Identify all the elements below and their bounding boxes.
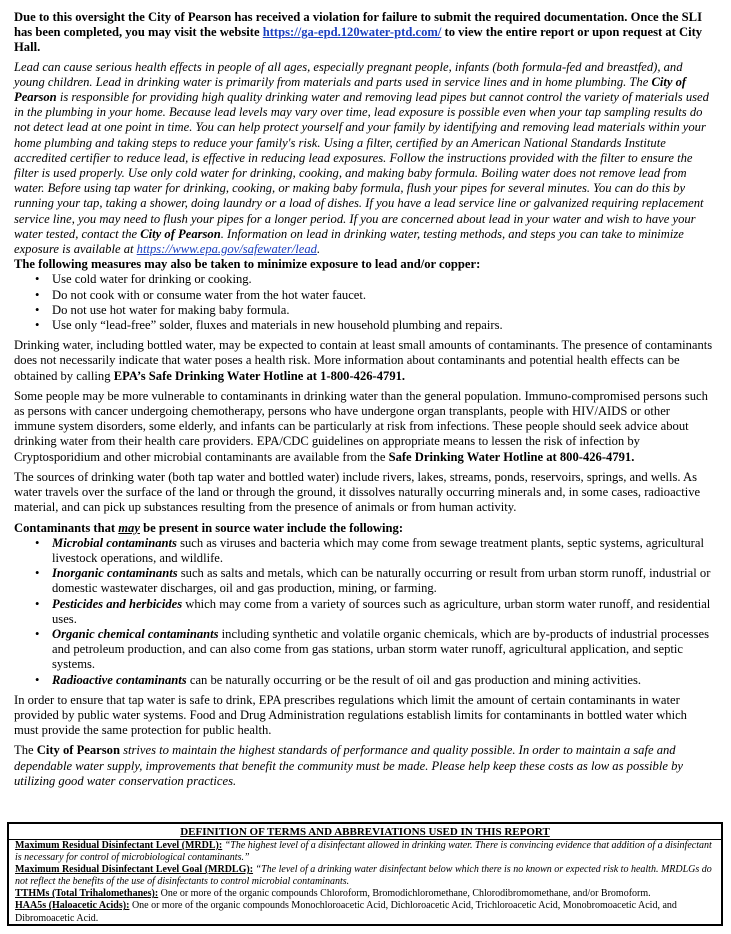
- definition-term: Maximum Residual Disinfectant Level (MRDL):: [15, 840, 223, 851]
- list-item: [52, 673, 714, 688]
- vulnerable-paragraph: [14, 389, 714, 465]
- standards-paragraph: [14, 743, 714, 789]
- epa-lead-link[interactable]: https://www.epa.gov/safewater/lead: [136, 242, 317, 257]
- definition-text: One or more of the organic compounds Monochloroacetic Acid, Dichloroacetic Acid, Trichloroacetic Acid, Monobromoacetic Acid, and Dibromoacetic Acid.: [15, 900, 677, 924]
- city-name: City of Pearson: [140, 226, 221, 241]
- list-item: [52, 597, 714, 627]
- list-item: • Do not use hot water for making baby formula.: [52, 303, 714, 318]
- contaminant-term: Pesticides and herbicides: [52, 596, 183, 611]
- lead-health-paragraph: [14, 60, 714, 258]
- city-name: City of Pearson: [36, 743, 120, 758]
- standards-text-2: strives to maintain the highest standards of performance and quality possible. In order to maintain a safe and dependable water supply, improvements that benefit the community must be made. Please help keep these costs as low as possible by utilizing good water conservation practices.: [14, 743, 683, 788]
- list-item: • Use cold water for drinking or cooking.: [52, 272, 714, 287]
- heading-text-end: be present in source water include the following:: [139, 520, 404, 535]
- definition-term: HAA5s (Haloacetic Acids):: [15, 900, 130, 912]
- source-contaminants-heading: [14, 521, 714, 536]
- definition-mrdl: [15, 840, 715, 864]
- intro-text-end: to view the entire report or upon request at City Hall.: [14, 25, 703, 55]
- hotline-text: EPA’s Safe Drinking Water Hotline at 1-800-426-4791.: [113, 368, 406, 383]
- standards-text-1: The: [14, 743, 37, 758]
- lead-text-1: Lead can cause serious health effects in people of all ages, especially pregnant people, infants (both formula-fed and breastfed), and young children. Lead in drinking water is primarily from materials and parts used in service lines and in home plumbing. The: [14, 59, 683, 89]
- measures-list: [14, 272, 714, 333]
- definition-text: “The level of a drinking water disinfectant below which there is no known or expected risk to health. MRDLGs do not reflect the benefits of the use of disinfectants to control microbial contaminants.: [15, 864, 712, 888]
- sli-report-link[interactable]: https://ga-epd.120water-ptd.com/: [262, 25, 442, 40]
- sources-paragraph: The sources of drinking water (both tap water and bottled water) include rivers, lakes, streams, ponds, reservoirs, springs, and wells. As water travels over the surface of the land or through the ground, it dissolves naturally occurring minerals and, in some cases, radioactive material, and can pick up substances resulting from the presence of animals or from human activity.: [14, 469, 701, 515]
- definition-tthm: [15, 888, 715, 900]
- definition-term: TTHMs (Total Trihalomethanes):: [15, 888, 159, 900]
- lead-text-2: is responsible for providing high quality drinking water and removing lead pipes but cannot control the variety of materials used in the plumbing in your home. Because lead levels may vary over time, lead exposure is possible even when your tap sampling results do not detect lead at one point in time. You can help protect yourself and your family by identifying and removing lead materials within your home plumbing and taking steps to reduce your family's risk. Using a filter, certified by an American National Standards Institute accredited certifier to reduce lead, is effective in reducing lead exposures. Follow the instructions provided with the filter to ensure the filter is used properly. Use only cold water for drinking, cooking, and making baby formula. Boiling water does not remove lead from water. Before using tap water for drinking, cooking, or making baby formula, flush your pipes for several minutes. You can do this by running your tap, taking a shower, doing laundry or a load of dishes. If you have a lead service line or galvanized requiring replacement service line, you may need to flush your pipes for a longer period. If you are concerned about lead in your water and wish to have your water tested, contact the: [14, 90, 709, 241]
- hotline-text: Safe Drinking Water Hotline at 800-426-4791.: [388, 449, 635, 464]
- definition-text: “The highest level of a disinfectant allowed in drinking water. There is convincing evidence that addition of a disinfectant is necessary for control of microbiological contaminants.”: [15, 840, 712, 864]
- list-item: [52, 536, 714, 566]
- lead-text-3: . Information on lead in drinking water, testing methods, and steps you can take to minimize exposure is available at: [14, 226, 684, 257]
- contaminants-paragraph: [14, 338, 714, 384]
- contaminant-desc: such as salts and metals, which can be naturally occurring or result from urban storm runoff, industrial or domestic wastewater discharges, oil and gas production, mining, or farming.: [52, 566, 711, 596]
- definition-term: Maximum Residual Disinfectant Level Goal (MRDLG):: [15, 864, 254, 876]
- list-item: • Use only “lead-free” solder, fluxes and materials in new household plumbing and repairs.: [52, 318, 714, 333]
- city-name: City of Pearson: [14, 74, 687, 105]
- contaminant-term: Inorganic contaminants: [52, 566, 178, 581]
- contaminant-term: Organic chemical contaminants: [52, 626, 219, 641]
- contaminant-desc: including synthetic and volatile organic chemicals, which are by-products of industrial processes and petroleum production, and can also come from gas stations, urban storm water runoff, agricultural application, and septic systems.: [52, 626, 709, 672]
- contaminants-text: Drinking water, including bottled water, may be expected to contain at least small amounts of contaminants. The presence of contaminants does not necessarily indicate that water poses a health risk. More information about contaminants and potential health effects can be obtained by calling: [14, 338, 713, 383]
- contaminant-desc: which may come from a variety of sources such as agriculture, urban storm water runoff, and residential uses.: [52, 596, 711, 626]
- contaminant-term: Microbial contaminants: [52, 535, 177, 550]
- contaminant-desc: such as viruses and bacteria which may come from sewage treatment plants, septic systems, agricultural livestock operations, and wildlife.: [52, 535, 704, 565]
- definition-text: One or more of the organic compounds Chloroform, Bromodichloromethane, Chlorodibromomethane, and/or Bromoform.: [158, 888, 651, 900]
- regulations-paragraph: In order to ensure that tap water is safe to drink, EPA prescribes regulations which limit the amount of certain contaminants in water provided by public water systems. Food and Drug Administration regulations establish limits for contaminants in bottled water which must provide the same protection for public health.: [14, 692, 687, 738]
- intro-paragraph: [14, 10, 714, 56]
- lead-text-4: .: [316, 242, 321, 257]
- intro-text: Due to this oversight the City of Pearson has received a violation for failure to submit the required documentation. Once the SLI has been completed, you may visit the website: [14, 10, 702, 40]
- list-item: [52, 566, 714, 596]
- source-contaminants-list: [14, 536, 714, 688]
- heading-text: Contaminants that: [14, 520, 119, 535]
- list-item: [52, 627, 714, 673]
- definitions-heading: DEFINITION OF TERMS AND ABBREVIATIONS USED IN THIS REPORT: [180, 826, 550, 838]
- measures-heading: The following measures may also be taken to minimize exposure to lead and/or copper:: [14, 257, 481, 272]
- vulnerable-text: Some people may be more vulnerable to contaminants in drinking water than the general population. Immuno-compromised persons such as persons with cancer undergoing chemotherapy, persons who have undergone organ transplants, people with HIV/AIDS or other immune system disorders, some elderly, and infants can be particularly at risk from infections. These people should seek advice about drinking water from their health care providers. EPA/CDC guidelines on appropriate means to lessen the risk of infection by Cryptosporidium and other microbial contaminants are available from the: [14, 388, 708, 464]
- definition-haa5: [15, 900, 715, 924]
- list-item: • Do not cook with or consume water from the hot water faucet.: [52, 288, 714, 303]
- definition-mrdlg: [15, 864, 715, 888]
- contaminant-desc: can be naturally occurring or be the result of oil and gas production and mining activities.: [186, 672, 641, 687]
- contaminant-term: Radioactive contaminants: [52, 672, 187, 687]
- heading-emphasis: may: [118, 520, 140, 535]
- document-page: [14, 10, 714, 789]
- definitions-box: [7, 822, 723, 926]
